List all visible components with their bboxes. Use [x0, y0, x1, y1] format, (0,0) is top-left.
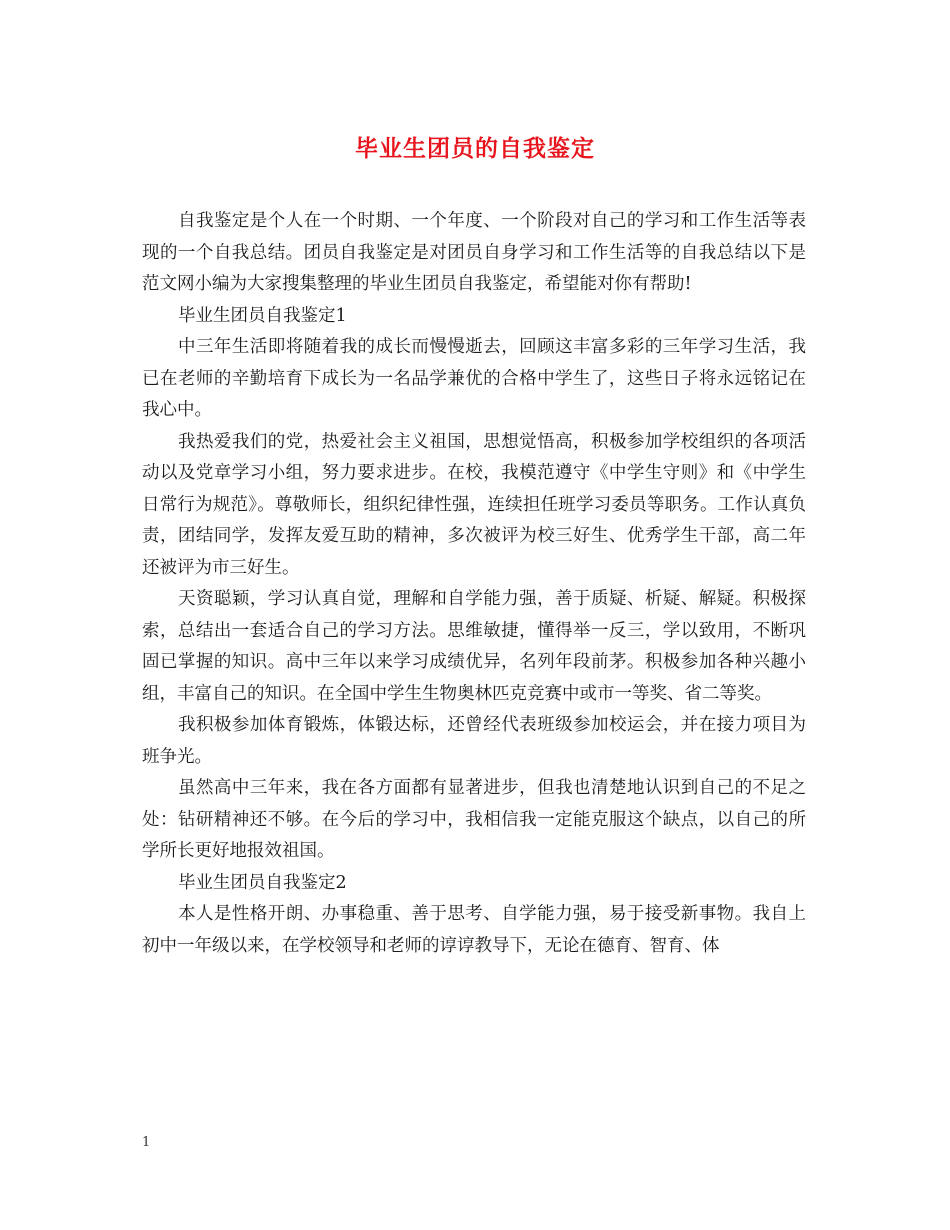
body-paragraph: 我热爱我们的党，热爱社会主义祖国，思想觉悟高，积极参加学校组织的各项活动以及党章学习小组，努力要求进步。在校，我模范遵守《中学生守则》和《中学生日常行为规范》。尊敬师长，组织纪律性强，连续担任班学习委员等职务。工作认真负责，团结同学，发挥友爱互助的精神，多次被评为校三好生、优秀学生干部，高二年还被评为市三好生。 — [142, 431, 806, 578]
section-heading-2: 毕业生团员自我鉴定2 — [178, 872, 347, 893]
section-heading-1: 毕业生团员自我鉴定1 — [178, 305, 347, 326]
document-body — [142, 206, 806, 962]
page-number: 1 — [142, 1135, 151, 1150]
body-paragraph: 本人是性格开朗、办事稳重、善于思考、自学能力强，易于接受新事物。我自上初中一年级以来，在学校领导和老师的谆谆教导下，无论在德育、智育、体 — [142, 904, 806, 956]
body-paragraph: 中三年生活即将随着我的成长而慢慢逝去，回顾这丰富多彩的三年学习生活，我已在老师的辛勤培育下成长为一名品学兼优的合格中学生了，这些日子将永远铭记在我心中。 — [142, 337, 806, 420]
body-paragraph: 天资聪颖，学习认真自觉，理解和自学能力强，善于质疑、析疑、解疑。积极探索，总结出一套适合自己的学习方法。思维敏捷，懂得举一反三，学以致用，不断巩固已掌握的知识。高中三年以来学习成绩优异，名列年段前茅。积极参加各种兴趣小组，丰富自己的知识。在全国中学生生物奥林匹克竞赛中或市一等奖、省二等奖。 — [142, 589, 806, 704]
body-paragraph: 虽然高中三年来，我在各方面都有显著进步，但我也清楚地认识到自己的不足之处：钻研精神还不够。在今后的学习中，我相信我一定能克服这个缺点，以自己的所学所长更好地报效祖国。 — [142, 778, 806, 861]
body-paragraph: 我积极参加体育锻炼，体锻达标，还曾经代表班级参加校运会，并在接力项目为班争光。 — [142, 715, 806, 767]
intro-paragraph: 自我鉴定是个人在一个时期、一个年度、一个阶段对自己的学习和工作生活等表现的一个自我总结。团员自我鉴定是对团员自身学习和工作生活等的自我总结以下是范文网小编为大家搜集整理的毕业生团员自我鉴定，希望能对你有帮助! — [142, 211, 806, 294]
page-title: 毕业生团员的自我鉴定 — [355, 135, 595, 162]
